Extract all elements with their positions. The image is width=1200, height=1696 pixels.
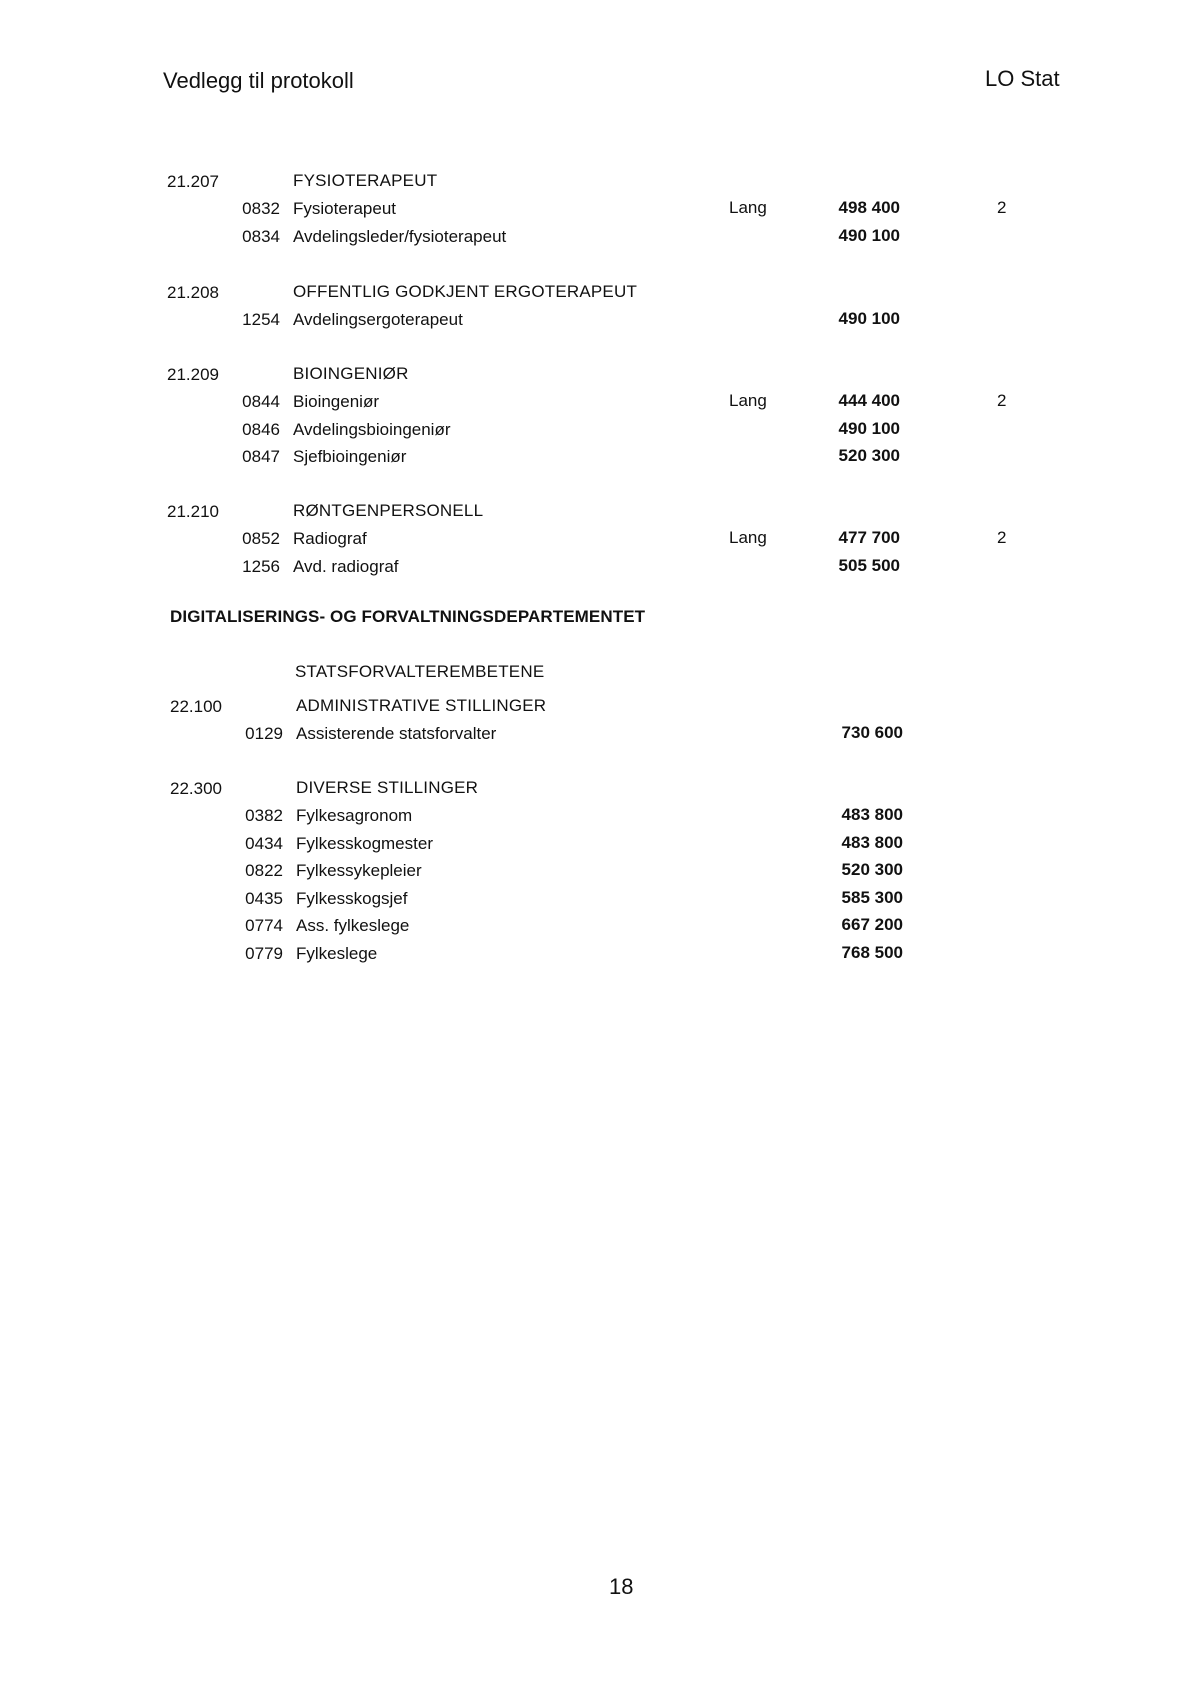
- position-title: Avdelingsergoterapeut: [293, 310, 463, 329]
- step-value: 2: [997, 391, 1007, 410]
- group-code: 22.100: [170, 697, 222, 716]
- salary-amount: 505 500: [838, 555, 900, 575]
- position-code: 0382: [245, 806, 283, 825]
- group-name: ADMINISTRATIVE STILLINGER: [296, 696, 547, 715]
- position-title: Fylkeslege: [296, 943, 378, 963]
- section-title: STATSFORVALTEREMBETENE: [295, 662, 545, 681]
- group-code: 21.210: [167, 502, 219, 521]
- salary-amount: 520 300: [838, 446, 900, 465]
- position-title: Avdelingsbioingeniør: [293, 419, 451, 439]
- department-title: DIGITALISERINGS- OG FORVALTNINGSDEPARTEMENTET: [170, 607, 646, 626]
- position-code: 0846: [242, 419, 280, 439]
- position-title: Bioingeniør: [293, 392, 379, 411]
- position-title: Fylkesagronom: [296, 806, 413, 825]
- position-title: Sjefbioingeniør: [293, 447, 407, 466]
- position-title: Ass. fylkeslege: [296, 916, 410, 935]
- salary-amount: 498 400: [838, 198, 900, 217]
- salary-amount: 585 300: [841, 887, 903, 907]
- group-name: OFFENTLIG GODKJENT ERGOTERAPEUT: [293, 282, 638, 301]
- position-code: 0779: [245, 943, 283, 963]
- position-code: 0129: [245, 724, 283, 743]
- position-title: Fysioterapeut: [293, 199, 396, 218]
- position-title: Avdelingsleder/fysioterapeut: [293, 226, 507, 246]
- salary-amount: 490 100: [838, 309, 900, 328]
- group-code: 21.209: [167, 365, 219, 384]
- position-title: Fylkesskogsjef: [296, 888, 408, 908]
- step-value: 2: [997, 528, 1007, 547]
- lang-label: Lang: [729, 391, 767, 410]
- position-title: Assisterende statsforvalter: [296, 724, 497, 743]
- salary-amount: 483 800: [841, 805, 903, 824]
- group-code: 22.300: [170, 779, 222, 798]
- salary-amount: 667 200: [841, 915, 903, 934]
- position-code: 0832: [242, 199, 280, 218]
- lang-label: Lang: [729, 198, 767, 217]
- position-code: 0774: [245, 916, 283, 935]
- position-title: Radiograf: [293, 529, 367, 548]
- position-code: 0852: [242, 529, 280, 548]
- group-name: FYSIOTERAPEUT: [293, 171, 438, 190]
- position-code: 0834: [242, 226, 280, 246]
- position-code: 0844: [242, 392, 280, 411]
- salary-amount: 444 400: [838, 391, 900, 410]
- salary-amount: 730 600: [841, 723, 903, 742]
- position-code: 1256: [242, 556, 280, 576]
- header-left: Vedlegg til protokoll: [163, 68, 354, 93]
- header-right: LO Stat: [985, 66, 1060, 91]
- page-number: 18: [609, 1574, 634, 1599]
- position-code: 0435: [245, 888, 283, 908]
- salary-amount: 768 500: [841, 942, 903, 962]
- group-code: 21.208: [167, 283, 219, 302]
- salary-amount: 520 300: [841, 860, 903, 879]
- position-title: Fylkesskogmester: [296, 833, 433, 853]
- position-code: 1254: [242, 310, 280, 329]
- position-title: Fylkessykepleier: [296, 861, 422, 880]
- salary-amount: 483 800: [841, 832, 903, 852]
- group-name: DIVERSE STILLINGER: [296, 778, 479, 797]
- position-code: 0847: [242, 447, 280, 466]
- position-code: 0822: [245, 861, 283, 880]
- position-code: 0434: [245, 833, 283, 853]
- lang-label: Lang: [729, 528, 767, 547]
- salary-amount: 477 700: [838, 528, 900, 547]
- salary-amount: 490 100: [838, 418, 900, 438]
- group-name: RØNTGENPERSONELL: [293, 501, 484, 520]
- salary-amount: 490 100: [838, 225, 900, 245]
- group-code: 21.207: [167, 172, 219, 191]
- step-value: 2: [997, 198, 1007, 217]
- position-title: Avd. radiograf: [293, 556, 399, 576]
- group-name: BIOINGENIØR: [293, 364, 409, 383]
